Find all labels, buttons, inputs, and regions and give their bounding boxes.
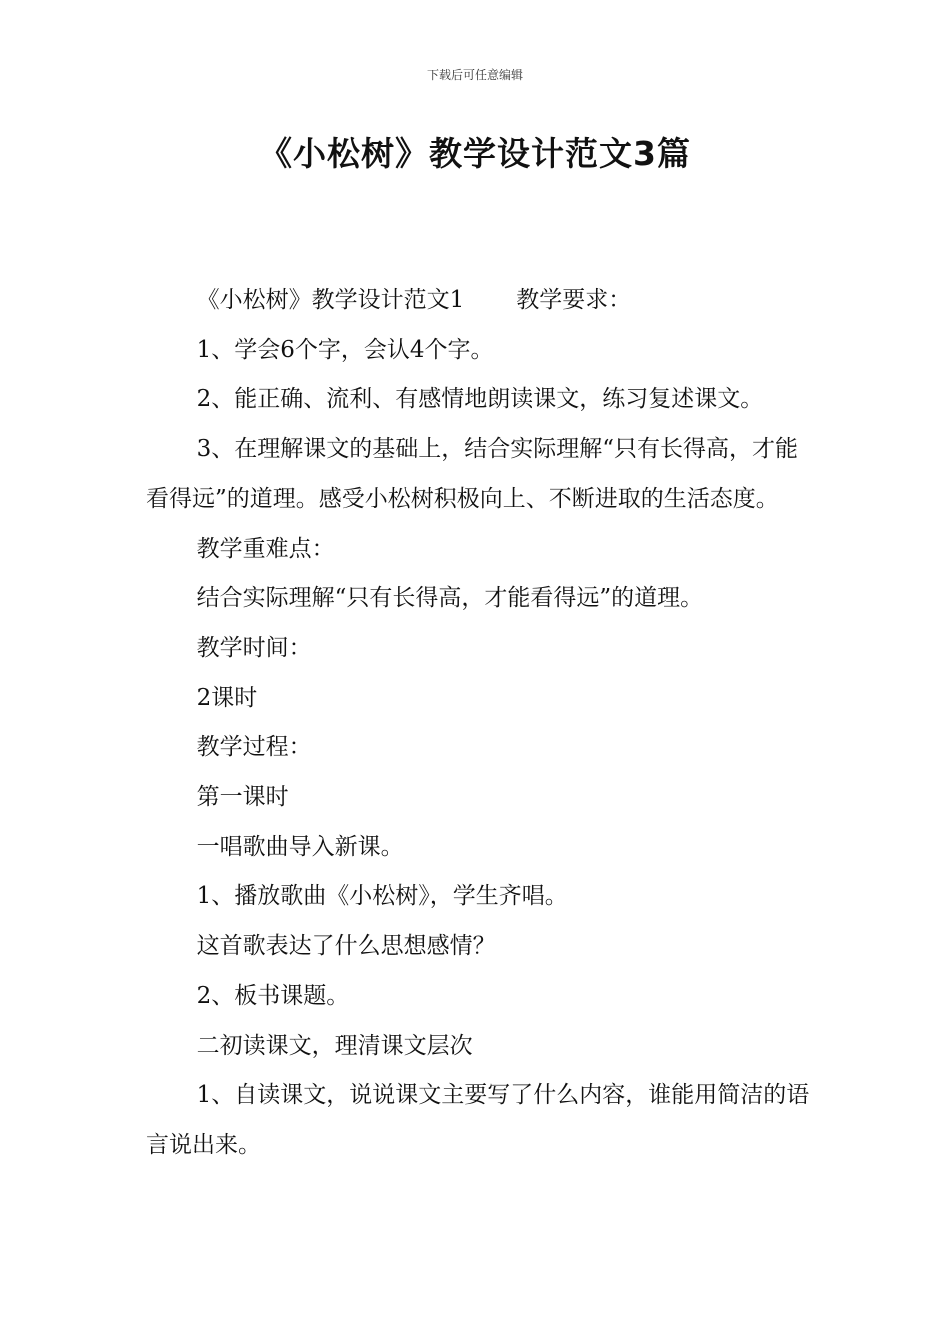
- intro-paragraph: [146, 276, 816, 326]
- paragraph: 教学重难点：: [196, 535, 335, 562]
- header-note: 下载后可任意编辑: [426, 68, 523, 82]
- paragraph: 第一课时: [196, 784, 289, 811]
- requirements-label: 教学要求：: [516, 287, 632, 313]
- paragraph: 教学时间：: [196, 634, 312, 661]
- paragraph: 教学过程：: [196, 734, 312, 761]
- paragraph: 1、学会6个字，会认4个字。: [196, 336, 494, 363]
- paragraph: 2课时: [196, 684, 258, 711]
- paragraph: 1、自读课文，说说课文主要写了什么内容，谁能用简洁的语言说出来。: [146, 1082, 810, 1158]
- paragraph: 这首歌表达了什么思想感情？: [196, 933, 496, 960]
- paragraph: 2、能正确、流利、有感情地朗读课文，练习复述课文。: [196, 386, 764, 413]
- document-body: [146, 276, 816, 1171]
- paragraph: 结合实际理解“只有长得高，才能看得远”的道理。: [196, 585, 704, 612]
- paragraph: 3、在理解课文的基础上，结合实际理解“只有长得高，才能看得远”的道理。感受小松树积极向上、不断进取的生活态度。: [146, 436, 798, 512]
- document-title: 《小松树》教学设计范文3篇: [259, 134, 691, 173]
- section-heading: 《小松树》教学设计范文1: [196, 287, 465, 313]
- paragraph: 2、板书课题。: [196, 982, 350, 1009]
- paragraph: 二初读课文，理清课文层次: [196, 1032, 473, 1059]
- paragraph: 一唱歌曲导入新课。: [196, 833, 404, 860]
- paragraph: 1、播放歌曲《小松树》，学生齐唱。: [196, 883, 568, 910]
